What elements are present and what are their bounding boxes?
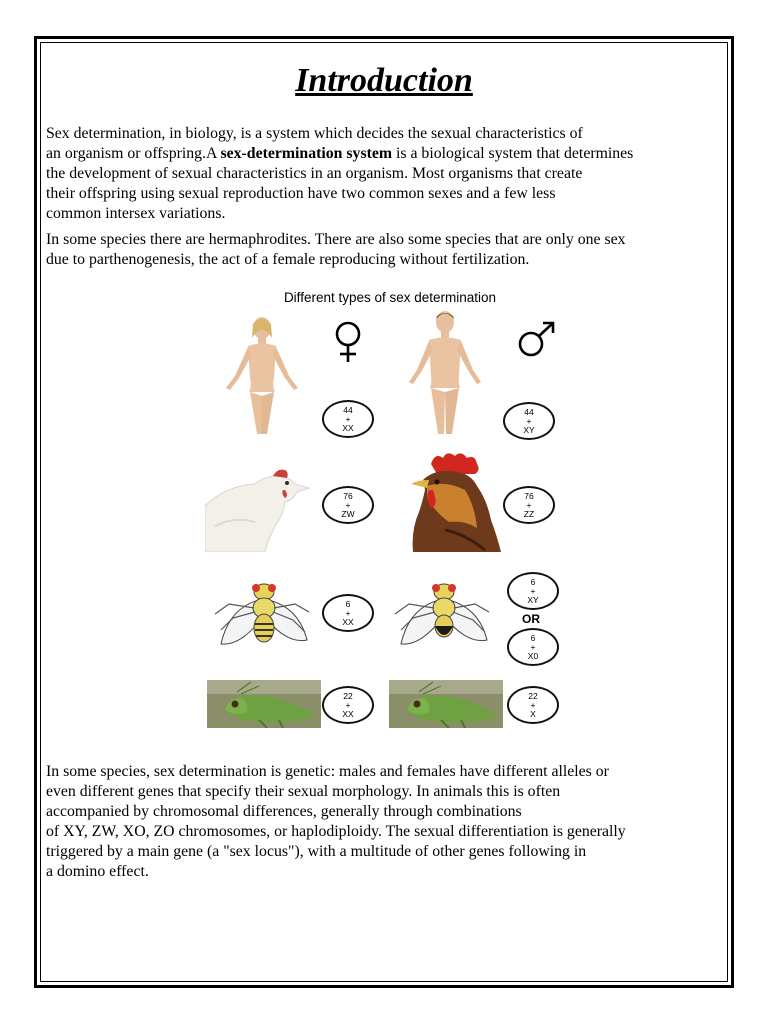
- sex-chromosomes: ZZ: [523, 508, 535, 519]
- grasshopper-female-image: [207, 680, 321, 728]
- sex-chromosomes: ZW: [341, 508, 355, 519]
- chromosome-count: 6: [530, 576, 536, 587]
- plus-sign: +: [530, 641, 536, 652]
- chromosome-badge-rooster: [503, 486, 555, 524]
- chromosome-badge-fly-female: [322, 594, 374, 632]
- chromosome-badge-grasshopper-male: [507, 686, 559, 724]
- genetic-paragraph: [46, 762, 726, 882]
- human-male-image: [405, 310, 485, 440]
- sex-chromosomes: X: [530, 708, 536, 719]
- plus-sign: +: [345, 607, 351, 618]
- sex-chromosomes: XX: [342, 616, 354, 627]
- plus-sign: +: [526, 415, 532, 426]
- human-female-image: [217, 316, 307, 440]
- genetic-line-2: even different genes that specify their sexual morphology. In animals this is often: [46, 783, 561, 800]
- plus-sign: +: [530, 699, 536, 710]
- fruit-fly-female-image: [209, 574, 315, 650]
- genetic-line-5: triggered by a main gene (a "sex locus"), with a multitude of other genes following in: [46, 843, 587, 860]
- chromosome-count: 44: [343, 404, 353, 415]
- genetic-line-6: a domino effect.: [46, 863, 149, 880]
- intro-line-1: Sex determination, in biology, is a system which decides the sexual characteristics of: [46, 125, 583, 142]
- sex-chromosomes: XX: [342, 708, 354, 719]
- male-symbol-icon: [515, 320, 559, 360]
- hermaphrodite-paragraph: [46, 230, 726, 270]
- chromosome-count: 22: [528, 690, 538, 701]
- plus-sign: +: [345, 413, 351, 424]
- plus-sign: +: [526, 499, 532, 510]
- grasshopper-male-image: [389, 680, 503, 728]
- chromosome-badge-human-female: [322, 400, 374, 438]
- plus-sign: +: [345, 499, 351, 510]
- chromosome-count: 44: [524, 406, 534, 417]
- chromosome-badge-fly-male-xy: [507, 572, 559, 610]
- intro-line-2-start: an organism or offspring.A: [46, 145, 221, 162]
- chromosome-badge-fly-male-x0: [507, 628, 559, 666]
- hen-image: [205, 466, 315, 552]
- intro-line-3: the development of sexual characteristics in an organism. Most organisms that create: [46, 165, 583, 182]
- sex-chromosomes: XY: [527, 594, 539, 605]
- chromosome-badge-hen: [322, 486, 374, 524]
- figure-title: Different types of sex determination: [283, 290, 497, 305]
- sex-determination-term: sex-determination system: [220, 145, 393, 162]
- intro-line-2: [46, 144, 726, 164]
- page-title: Introduction: [295, 62, 473, 99]
- chromosome-count: 22: [343, 690, 353, 701]
- plus-sign: +: [345, 699, 351, 710]
- hermaphrodite-line-1: In some species there are hermaphrodites. There are also some species that are only one sex: [46, 231, 626, 248]
- or-label: OR: [522, 612, 540, 626]
- genetic-line-1: In some species, sex determination is genetic: males and females have different alleles or: [46, 763, 609, 780]
- chromosome-count: 6: [345, 598, 351, 609]
- chromosome-count: 6: [530, 632, 536, 643]
- intro-line-4: their offspring using sexual reproduction have two common sexes and a few less: [46, 185, 556, 202]
- female-symbol-icon: [330, 320, 366, 364]
- sex-chromosomes: XX: [342, 422, 354, 433]
- chromosome-badge-grasshopper-female: [322, 686, 374, 724]
- sex-chromosomes: XY: [523, 424, 535, 435]
- hermaphrodite-line-2: due to parthenogenesis, the act of a female reproducing without fertilization.: [46, 251, 530, 268]
- rooster-image: [405, 450, 503, 552]
- chromosome-count: 76: [524, 490, 534, 501]
- chromosome-count: 76: [343, 490, 353, 501]
- intro-line-5: common intersex variations.: [46, 205, 226, 222]
- fruit-fly-male-image: [389, 574, 495, 650]
- intro-paragraph: [46, 124, 726, 224]
- sex-determination-figure: [205, 290, 575, 730]
- sex-chromosomes: X0: [527, 650, 539, 661]
- plus-sign: +: [530, 585, 536, 596]
- genetic-line-4: of XY, ZW, XO, ZO chromosomes, or haplodiploidy. The sexual differentiation is generally: [46, 823, 626, 840]
- intro-line-2-end: is a biological system that determines: [392, 145, 634, 162]
- genetic-line-3: accompanied by chromosomal differences, generally through combinations: [46, 803, 522, 820]
- chromosome-badge-human-male: [503, 402, 555, 440]
